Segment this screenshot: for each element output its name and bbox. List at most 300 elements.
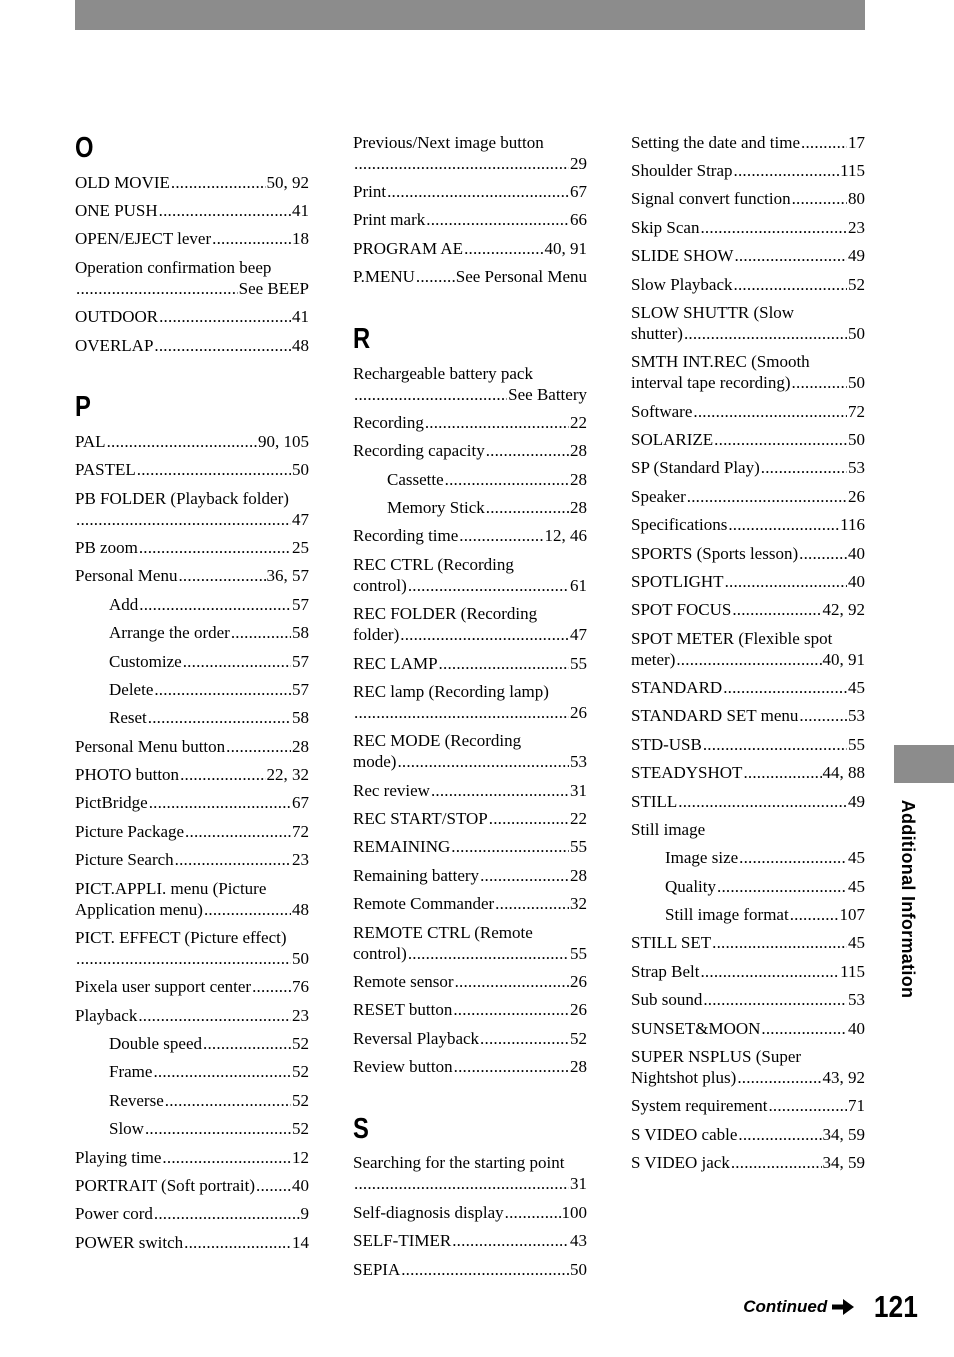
entry-line bbox=[75, 278, 309, 299]
entry-line bbox=[75, 1203, 309, 1224]
entry-term: OPEN/EJECT lever bbox=[75, 229, 212, 249]
dot-leader bbox=[792, 188, 847, 209]
dot-leader bbox=[162, 1147, 291, 1168]
dot-leader bbox=[212, 228, 291, 249]
index-entry bbox=[353, 804, 587, 832]
entry-term: interval tape recording) bbox=[631, 373, 791, 393]
entry-page-ref: 12 bbox=[292, 1147, 309, 1167]
dot-leader bbox=[354, 1173, 569, 1194]
dot-leader bbox=[451, 836, 569, 857]
entry-term: Customize bbox=[109, 651, 182, 671]
index-entry bbox=[631, 397, 865, 425]
entry-page-ref: 45 bbox=[848, 678, 865, 698]
entry-page-ref: 28 bbox=[570, 469, 587, 489]
entry-page-ref: 18 bbox=[292, 229, 309, 249]
entry-term: STANDARD SET menu bbox=[631, 706, 799, 726]
entry-page-ref: 40 bbox=[848, 1018, 865, 1038]
entry-page-ref: See BEEP bbox=[238, 278, 309, 298]
dot-leader bbox=[231, 622, 291, 643]
entry-page-ref: 67 bbox=[292, 793, 309, 813]
index-entry bbox=[353, 649, 587, 677]
dot-leader bbox=[185, 821, 291, 842]
entry-line bbox=[75, 792, 309, 813]
index-entry bbox=[353, 918, 587, 967]
index-entry bbox=[631, 454, 865, 482]
entry-page-ref: 43, 92 bbox=[822, 1067, 865, 1087]
entry-line bbox=[353, 653, 587, 674]
entry-page-ref: 66 bbox=[570, 210, 587, 230]
entry-term: Add bbox=[109, 594, 139, 614]
entry-term: Signal convert function bbox=[631, 189, 791, 209]
entry-line bbox=[631, 791, 865, 812]
dot-leader bbox=[76, 948, 291, 969]
entry-line bbox=[353, 238, 587, 259]
entry-page-ref: 50, 92 bbox=[266, 172, 309, 192]
entry-line bbox=[353, 1202, 587, 1223]
entry-line bbox=[75, 306, 309, 327]
entry-term: control) bbox=[353, 575, 407, 595]
entry-line bbox=[353, 751, 587, 772]
index-entry bbox=[353, 833, 587, 861]
entry-page-ref: 55 bbox=[570, 943, 587, 963]
continued-label: Continued bbox=[743, 1297, 828, 1316]
dot-leader bbox=[738, 1124, 821, 1145]
entry-line bbox=[387, 469, 587, 490]
dot-leader bbox=[761, 1018, 847, 1039]
entry-term: PB FOLDER (Playback folder) bbox=[75, 488, 289, 508]
entry-page-ref: 49 bbox=[848, 246, 865, 266]
dot-leader bbox=[252, 976, 291, 997]
entry-term: PROGRAM AE bbox=[353, 238, 464, 258]
page-footer bbox=[743, 1289, 922, 1325]
index-entry bbox=[353, 1198, 587, 1226]
dot-leader bbox=[480, 1028, 569, 1049]
entry-page-ref: 50 bbox=[848, 323, 865, 343]
index-entry bbox=[75, 456, 309, 484]
entry-page-ref: 57 bbox=[292, 679, 309, 699]
dot-leader bbox=[728, 514, 839, 535]
entry-line bbox=[631, 932, 865, 953]
index-entry bbox=[353, 1149, 587, 1198]
index-entry bbox=[75, 1228, 309, 1256]
entry-line bbox=[109, 1033, 309, 1054]
entry-line bbox=[109, 1118, 309, 1139]
index-entry bbox=[75, 1143, 309, 1171]
index-entry bbox=[631, 929, 865, 957]
index-entry bbox=[631, 482, 865, 510]
entry-page-ref: 107 bbox=[839, 905, 865, 925]
index-subentry bbox=[75, 704, 309, 732]
dot-leader bbox=[684, 323, 847, 344]
dot-leader bbox=[183, 651, 291, 672]
index-subentry bbox=[353, 493, 587, 521]
dot-leader bbox=[464, 238, 543, 259]
entry-line bbox=[631, 1095, 865, 1116]
dot-leader bbox=[676, 649, 821, 670]
entry-term: Previous/Next image button bbox=[353, 132, 544, 152]
entry-line bbox=[631, 571, 865, 592]
dot-leader bbox=[717, 876, 847, 897]
index-subentry bbox=[631, 844, 865, 872]
entry-term: Operation confirmation beep bbox=[75, 257, 272, 277]
entry-term-line1: SMTH INT.REC (Smooth bbox=[631, 352, 810, 372]
dot-leader bbox=[159, 306, 291, 327]
entry-line bbox=[75, 821, 309, 842]
entry-term: Playback bbox=[75, 1005, 138, 1025]
dot-leader bbox=[203, 1033, 291, 1054]
entry-term: STEADYSHOT bbox=[631, 763, 743, 783]
entry-line bbox=[75, 948, 309, 969]
dot-leader bbox=[159, 200, 291, 221]
entry-line bbox=[631, 217, 865, 238]
entry-term-line1: REC MODE (Recording bbox=[353, 731, 522, 751]
entry-page-ref: 57 bbox=[292, 594, 309, 614]
entry-page-ref: 72 bbox=[292, 821, 309, 841]
entry-page-ref: 32 bbox=[570, 894, 587, 914]
index-entry bbox=[631, 673, 865, 701]
entry-line bbox=[631, 1124, 865, 1145]
entry-term: Rechargeable battery pack bbox=[353, 363, 533, 383]
index-entry bbox=[353, 128, 587, 177]
entry-line bbox=[631, 457, 865, 478]
entry-term: Speaker bbox=[631, 486, 686, 506]
entry-page-ref: 29 bbox=[570, 153, 587, 173]
entry-page-ref: 23 bbox=[292, 1005, 309, 1025]
dot-leader bbox=[700, 217, 847, 238]
entry-line bbox=[75, 1005, 309, 1026]
index-entry bbox=[631, 1042, 865, 1091]
index-entry bbox=[75, 1200, 309, 1228]
index-entry bbox=[353, 890, 587, 918]
dot-leader bbox=[153, 1061, 291, 1082]
dot-leader bbox=[149, 792, 291, 813]
entry-term: Reverse bbox=[109, 1090, 164, 1110]
entry-line bbox=[631, 677, 865, 698]
entry-line bbox=[109, 707, 309, 728]
dot-leader bbox=[739, 847, 847, 868]
entry-page-ref: 55 bbox=[570, 653, 587, 673]
entry-page-ref: 53 bbox=[848, 990, 865, 1010]
entry-page-ref: 23 bbox=[292, 850, 309, 870]
entry-term: Pixela user support center bbox=[75, 977, 252, 997]
entry-page-ref: 40 bbox=[848, 571, 865, 591]
dot-leader bbox=[139, 537, 291, 558]
entry-line bbox=[75, 1175, 309, 1196]
entry-line bbox=[353, 702, 587, 723]
entry-page-ref: 47 bbox=[292, 509, 309, 529]
dot-leader bbox=[226, 736, 291, 757]
index-column-2 bbox=[353, 128, 587, 1283]
index-entry bbox=[631, 596, 865, 624]
entry-page-ref: 52 bbox=[292, 1034, 309, 1054]
entry-term: Strap Belt bbox=[631, 961, 700, 981]
entry-page-ref: 36, 57 bbox=[266, 566, 309, 586]
entry-page-ref: 100 bbox=[561, 1202, 587, 1222]
dot-leader bbox=[703, 734, 847, 755]
dot-leader bbox=[431, 780, 569, 801]
entry-term-line1: PICT.APPLI. menu (Picture bbox=[75, 878, 267, 898]
entry-term: Nightshot plus) bbox=[631, 1067, 737, 1087]
index-entry bbox=[353, 600, 587, 649]
dot-leader bbox=[76, 278, 238, 299]
index-subentry bbox=[75, 590, 309, 618]
index-entry bbox=[353, 861, 587, 889]
index-entry bbox=[631, 702, 865, 730]
entry-term: OUTDOOR bbox=[75, 307, 159, 327]
index-column-3 bbox=[631, 128, 865, 1177]
entry-term-line1: REMOTE CTRL (Remote bbox=[353, 922, 533, 942]
entry-term: PictBridge bbox=[75, 793, 148, 813]
entry-term: Memory Stick bbox=[387, 498, 485, 518]
entry-term: POWER switch bbox=[75, 1232, 184, 1252]
index-entry bbox=[75, 331, 309, 359]
entry-page-ref: 17 bbox=[848, 132, 865, 152]
entry-line bbox=[353, 865, 587, 886]
entry-term: Remote Commander bbox=[353, 894, 495, 914]
entry-term: Remaining battery bbox=[353, 865, 480, 885]
dot-leader bbox=[204, 899, 291, 920]
entry-line bbox=[353, 181, 587, 202]
entry-line bbox=[75, 976, 309, 997]
entry-page-ref: See Personal Menu bbox=[455, 267, 587, 287]
dot-leader bbox=[495, 893, 569, 914]
entry-line bbox=[353, 266, 587, 287]
entry-page-ref: 25 bbox=[292, 538, 309, 558]
entry-term: Recording capacity bbox=[353, 441, 485, 461]
entry-line bbox=[353, 893, 587, 914]
entry-line bbox=[353, 525, 587, 546]
entry-page-ref: 22 bbox=[570, 412, 587, 432]
entry-term: STILL SET bbox=[631, 933, 712, 953]
entry-line bbox=[631, 245, 865, 266]
entry-term: P.MENU bbox=[353, 267, 415, 287]
dot-leader bbox=[154, 679, 291, 700]
entry-page-ref: 31 bbox=[570, 780, 587, 800]
entry-line bbox=[631, 274, 865, 295]
entry-term: Software bbox=[631, 401, 693, 421]
dot-leader bbox=[76, 509, 291, 530]
entry-term: SP (Standard Play) bbox=[631, 458, 760, 478]
entry-line bbox=[75, 459, 309, 480]
index-letter-heading: P bbox=[75, 391, 91, 424]
entry-term-line1: SLOW SHUTTR (Slow bbox=[631, 302, 795, 322]
entry-term-line1: SPOT METER (Flexible spot bbox=[631, 628, 833, 648]
dot-leader bbox=[184, 1232, 291, 1253]
index-entry bbox=[75, 303, 309, 331]
dot-leader bbox=[459, 525, 543, 546]
entry-term: REC LAMP bbox=[353, 653, 438, 673]
entry-term: System requirement bbox=[631, 1096, 768, 1116]
entry-term: SOLARIZE bbox=[631, 430, 714, 450]
entry-term: Still image bbox=[631, 819, 706, 839]
index-entry bbox=[631, 759, 865, 787]
entry-page-ref: 12, 46 bbox=[544, 526, 587, 546]
dot-leader bbox=[180, 764, 265, 785]
entry-line bbox=[631, 599, 865, 620]
index-entry bbox=[353, 776, 587, 804]
entry-term: PICT. EFFECT (Picture effect) bbox=[75, 927, 287, 947]
entry-line bbox=[75, 899, 309, 920]
entry-term: Power cord bbox=[75, 1204, 153, 1224]
dot-leader bbox=[439, 653, 569, 674]
entry-term: Self-diagnosis display bbox=[353, 1202, 504, 1222]
entry-term: Picture Search bbox=[75, 850, 174, 870]
dot-leader bbox=[256, 1175, 291, 1196]
index-entry bbox=[75, 196, 309, 224]
entry-line bbox=[631, 1152, 865, 1173]
index-entry bbox=[631, 624, 865, 673]
entry-line bbox=[353, 575, 587, 596]
dot-leader bbox=[790, 904, 839, 925]
entry-term: Image size bbox=[665, 848, 739, 868]
index-entry bbox=[631, 986, 865, 1014]
entry-term: Slow Playback bbox=[631, 274, 733, 294]
index-entry bbox=[353, 1052, 587, 1080]
dot-leader bbox=[175, 849, 291, 870]
entry-page-ref: 52 bbox=[292, 1062, 309, 1082]
entry-page-ref: 45 bbox=[848, 933, 865, 953]
dot-leader bbox=[354, 384, 507, 405]
dot-leader bbox=[687, 486, 847, 507]
entry-term: Reset bbox=[109, 708, 147, 728]
index-entry bbox=[75, 1171, 309, 1199]
entry-line bbox=[109, 622, 309, 643]
entry-page-ref: 52 bbox=[292, 1119, 309, 1139]
index-entry bbox=[631, 1092, 865, 1120]
entry-line bbox=[631, 543, 865, 564]
entry-page-ref: 76 bbox=[292, 977, 309, 997]
entry-line bbox=[631, 486, 865, 507]
index-entry bbox=[631, 298, 865, 347]
entry-term: Reversal Playback bbox=[353, 1028, 480, 1048]
index-entry bbox=[353, 408, 587, 436]
index-subentry bbox=[353, 465, 587, 493]
entry-page-ref: 9 bbox=[300, 1204, 309, 1224]
dot-leader bbox=[408, 575, 569, 596]
index-column-1 bbox=[75, 128, 309, 1256]
entry-page-ref: 45 bbox=[848, 848, 865, 868]
entry-page-ref: 22 bbox=[570, 809, 587, 829]
entry-page-ref: 41 bbox=[292, 201, 309, 221]
entry-line bbox=[353, 412, 587, 433]
dot-leader bbox=[693, 401, 847, 422]
entry-line bbox=[353, 209, 587, 230]
dot-leader bbox=[138, 1005, 291, 1026]
entry-term: Application menu) bbox=[75, 899, 203, 919]
entry-line bbox=[353, 808, 587, 829]
dot-leader bbox=[425, 412, 569, 433]
entry-page-ref: 40 bbox=[292, 1175, 309, 1195]
dot-leader bbox=[445, 469, 569, 490]
entry-line bbox=[631, 429, 865, 450]
dot-leader bbox=[426, 209, 569, 230]
index-entry bbox=[353, 996, 587, 1024]
index-subentry bbox=[75, 647, 309, 675]
index-entry bbox=[75, 874, 309, 923]
entry-line bbox=[75, 849, 309, 870]
entry-line bbox=[75, 335, 309, 356]
index-entry bbox=[353, 437, 587, 465]
index-entry bbox=[631, 787, 865, 815]
entry-page-ref: 115 bbox=[840, 961, 865, 981]
entry-line bbox=[109, 594, 309, 615]
entry-line bbox=[631, 989, 865, 1010]
entry-page-ref: 45 bbox=[848, 876, 865, 896]
entry-page-ref: 50 bbox=[292, 460, 309, 480]
entry-line bbox=[75, 1232, 309, 1253]
entry-term: PB zoom bbox=[75, 538, 138, 558]
section-label bbox=[897, 799, 919, 999]
index-subentry bbox=[75, 1058, 309, 1086]
dot-leader bbox=[154, 335, 291, 356]
entry-page-ref: 116 bbox=[840, 515, 865, 535]
entry-term: SPOT FOCUS bbox=[631, 600, 732, 620]
entry-term: folder) bbox=[353, 625, 400, 645]
entry-term: meter) bbox=[631, 649, 676, 669]
dot-leader bbox=[725, 571, 847, 592]
entry-page-ref: 55 bbox=[848, 734, 865, 754]
entry-page-ref: 26 bbox=[570, 1000, 587, 1020]
entry-term: S VIDEO jack bbox=[631, 1153, 730, 1173]
entry-term: S VIDEO cable bbox=[631, 1124, 738, 1144]
index-entry bbox=[353, 359, 587, 408]
dot-leader bbox=[455, 971, 569, 992]
entry-line bbox=[631, 372, 865, 393]
entry-line bbox=[353, 153, 587, 174]
index-entry bbox=[631, 185, 865, 213]
index-entry bbox=[631, 957, 865, 985]
entry-term: Arrange the order bbox=[109, 623, 230, 643]
dot-leader bbox=[354, 702, 569, 723]
index-entry bbox=[631, 270, 865, 298]
entry-line bbox=[75, 764, 309, 785]
entry-line bbox=[353, 1230, 587, 1251]
index-entry bbox=[75, 562, 309, 590]
dot-leader bbox=[734, 274, 847, 295]
entry-line bbox=[353, 1028, 587, 1049]
entry-term: Setting the date and time bbox=[631, 132, 801, 152]
dot-leader bbox=[480, 865, 569, 886]
dot-leader bbox=[768, 1095, 847, 1116]
entry-line bbox=[665, 847, 865, 868]
entry-page-ref: 34, 59 bbox=[822, 1153, 865, 1173]
entry-page-ref: 48 bbox=[292, 335, 309, 355]
dot-leader bbox=[743, 762, 821, 783]
entry-page-ref: 28 bbox=[292, 736, 309, 756]
index-subentry bbox=[75, 1086, 309, 1114]
index-letter-heading: R bbox=[353, 322, 371, 355]
entry-line bbox=[109, 1061, 309, 1082]
index-entry bbox=[353, 1255, 587, 1283]
dot-leader bbox=[723, 677, 847, 698]
entry-page-ref: 67 bbox=[570, 182, 587, 202]
entry-page-ref: 53 bbox=[570, 752, 587, 772]
entry-term: PORTRAIT (Soft portrait) bbox=[75, 1175, 255, 1195]
entry-term: Still image format bbox=[665, 905, 789, 925]
dot-leader bbox=[453, 999, 569, 1020]
index-entry bbox=[75, 817, 309, 845]
right-arrow-icon bbox=[832, 1299, 854, 1315]
index-entry bbox=[75, 533, 309, 561]
entry-page-ref: 58 bbox=[292, 623, 309, 643]
index-entry bbox=[75, 789, 309, 817]
dot-leader bbox=[734, 160, 840, 181]
entry-term: Remote sensor bbox=[353, 971, 454, 991]
dot-leader bbox=[732, 599, 821, 620]
entry-term: Double speed bbox=[109, 1034, 203, 1054]
entry-term: control) bbox=[353, 943, 407, 963]
entry-term: Specifications bbox=[631, 515, 728, 535]
